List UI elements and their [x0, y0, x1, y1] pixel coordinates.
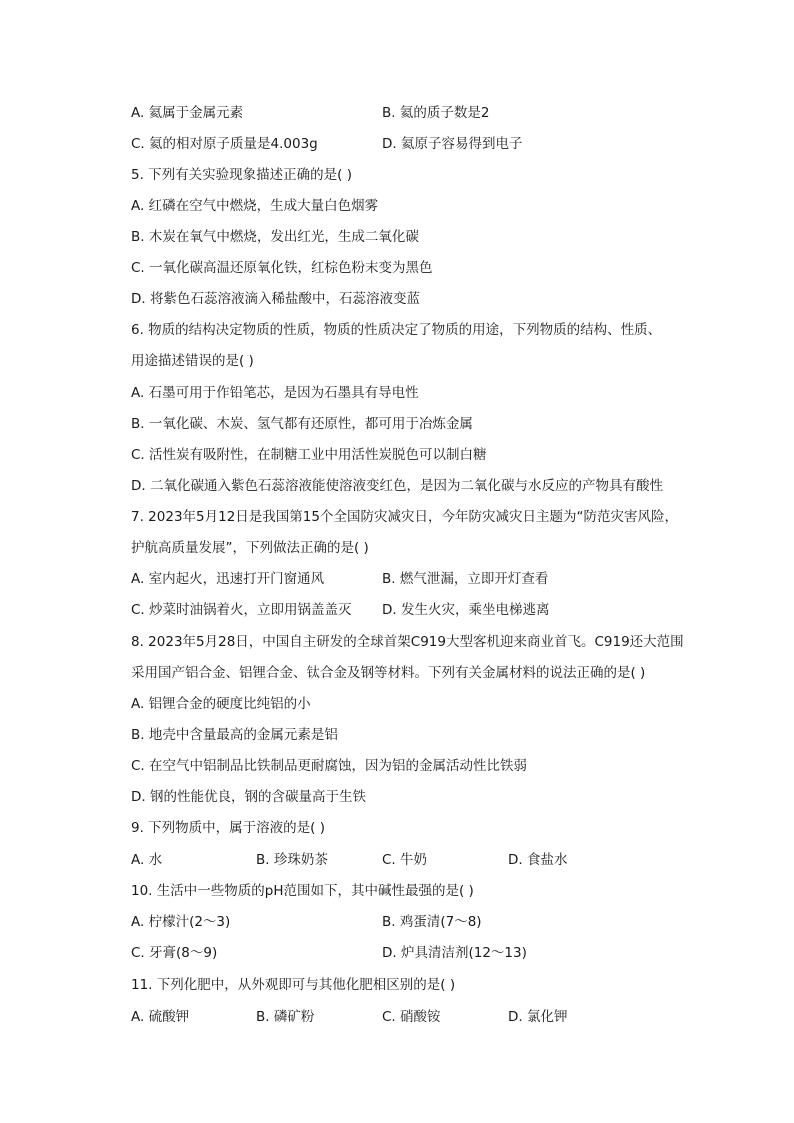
q7-option-c: C. 炒菜时油锅着火，立即用锅盖盖灭 — [131, 602, 352, 618]
q6-option-c: C. 活性炭有吸附性，在制糖工业中用活性炭脱色可以制白糖 — [131, 447, 487, 463]
q7-stem-line2: 护航高质量发展”，下列做法正确的是( ) — [131, 540, 369, 556]
q9-option-a: A. 水 — [131, 852, 163, 868]
q4-option-a: A. 氦属于金属元素 — [131, 105, 244, 121]
q7-option-b: B. 燃气泄漏，立即开灯查看 — [382, 571, 549, 587]
q6-stem-line1: 6. 物质的结构决定物质的性质，物质的性质决定了物质的用途，下列物质的结构、性质、 — [131, 322, 662, 338]
q7-option-a: A. 室内起火，迅速打开门窗通风 — [131, 571, 325, 587]
q10-option-c: C. 牙膏(8～9) — [131, 945, 218, 961]
q8-option-b: B. 地壳中含量最高的金属元素是铝 — [131, 727, 338, 743]
q10-stem: 10. 生活中一些物质的pH范围如下，其中碱性最强的是( ) — [131, 883, 474, 899]
q4-option-b: B. 氦的质子数是2 — [382, 105, 490, 121]
q9-option-d: D. 食盐水 — [508, 852, 568, 868]
q5-option-a: A. 红磷在空气中燃烧，生成大量白色烟雾 — [131, 198, 379, 214]
q11-option-a: A. 硫酸钾 — [131, 1009, 190, 1025]
q7-option-d: D. 发生火灾，乘坐电梯逃离 — [382, 602, 550, 618]
q10-option-a: A. 柠檬汁(2～3) — [131, 914, 231, 930]
q6-stem-line2: 用途描述错误的是( ) — [131, 353, 254, 369]
q8-option-a: A. 铝锂合金的硬度比纯铝的小 — [131, 696, 311, 712]
q8-stem-line2: 采用国产铝合金、铝锂合金、钛合金及钢等材料。下列有关金属材料的说法正确的是( ) — [131, 665, 646, 681]
q6-option-d: D. 二氧化碳通入紫色石蕊溶液能使溶液变红色，是因为二氧化碳与水反应的产物具有酸性 — [131, 478, 663, 494]
q4-option-d: D. 氦原子容易得到电子 — [382, 136, 523, 152]
q6-option-a: A. 石墨可用于作铅笔芯，是因为石墨具有导电性 — [131, 385, 419, 401]
q4-option-c: C. 氦的相对原子质量是4.003g — [131, 136, 318, 152]
q8-option-d: D. 钢的性能优良，钢的含碳量高于生铁 — [131, 789, 366, 805]
q11-option-c: C. 硝酸铵 — [382, 1009, 441, 1025]
q9-option-b: B. 珍珠奶茶 — [256, 852, 328, 868]
q11-stem: 11. 下列化肥中，从外观即可与其他化肥相区别的是( ) — [131, 977, 456, 993]
q5-option-b: B. 木炭在氧气中燃烧，发出红光，生成二氧化碳 — [131, 229, 419, 245]
q11-option-d: D. 氯化钾 — [508, 1009, 568, 1025]
q7-stem-line1: 7. 2023年5月12日是我国第15个全国防灾减灾日，今年防灾减灾日主题为“防范灾害风险， — [131, 509, 678, 525]
q8-stem-line1: 8. 2023年5月28日，中国自主研发的全球首架C919大型客机迎来商业首飞。C919还大范围 — [131, 634, 684, 650]
q5-option-c: C. 一氧化碳高温还原氧化铁，红棕色粉末变为黑色 — [131, 260, 433, 276]
q11-option-b: B. 磷矿粉 — [256, 1009, 315, 1025]
q10-option-d: D. 炉具清洁剂(12～13) — [382, 945, 527, 961]
q10-option-b: B. 鸡蛋清(7～8) — [382, 914, 482, 930]
q5-stem: 5. 下列有关实验现象描述正确的是( ) — [131, 167, 352, 183]
q6-option-b: B. 一氧化碳、木炭、氢气都有还原性，都可用于冶炼金属 — [131, 416, 473, 432]
q5-option-d: D. 将紫色石蕊溶液滴入稀盐酸中，石蕊溶液变蓝 — [131, 291, 420, 307]
q9-stem: 9. 下列物质中，属于溶液的是( ) — [131, 820, 325, 836]
q8-option-c: C. 在空气中铝制品比铁制品更耐腐蚀，因为铝的金属活动性比铁弱 — [131, 758, 528, 774]
q9-option-c: C. 牛奶 — [382, 852, 428, 868]
